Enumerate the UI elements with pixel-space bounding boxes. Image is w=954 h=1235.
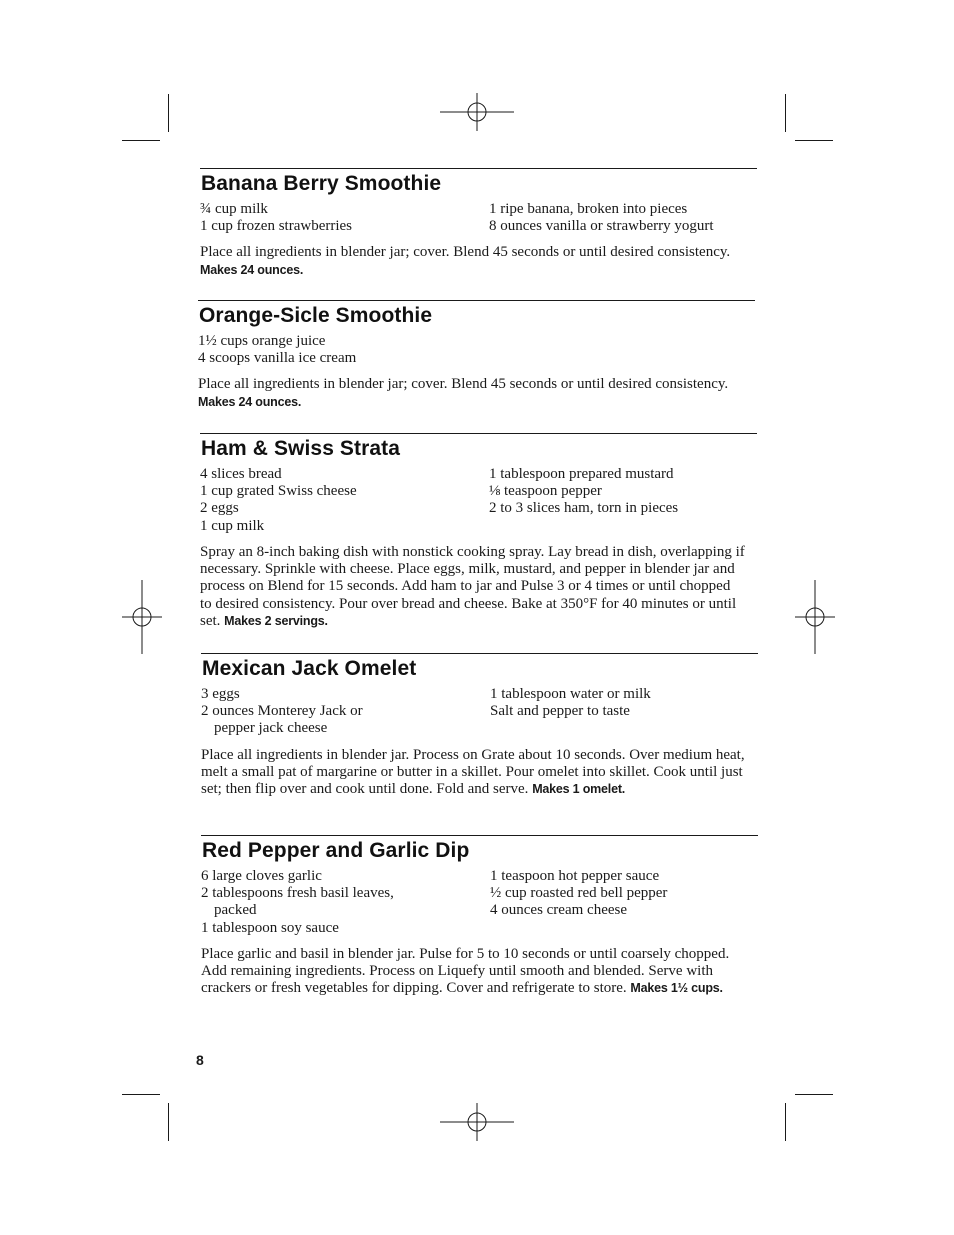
ingredients-left-column xyxy=(198,333,487,367)
recipe-title: Ham & Swiss Strata xyxy=(201,437,401,460)
ingredient: 2 ounces Monterey Jack or xyxy=(201,703,363,720)
ingredient: packed xyxy=(214,902,257,919)
yield-text: Makes 2 servings. xyxy=(224,614,328,628)
ingredient-list xyxy=(198,333,755,367)
ingredient: 2 eggs xyxy=(200,500,239,517)
ingredient: 2 tablespoons fresh basil leaves, xyxy=(201,885,394,902)
ingredient: ½ cup roasted red bell pepper xyxy=(490,885,668,902)
ingredients-right-column xyxy=(490,686,758,738)
ingredient: 1 ripe banana, broken into pieces xyxy=(489,201,688,217)
yield-text: Makes 24 ounces. xyxy=(198,394,302,409)
ingredient: 6 large cloves garlic xyxy=(201,868,322,884)
recipe-ham-swiss-strata xyxy=(200,433,757,645)
ingredients-right-column xyxy=(489,201,757,235)
ingredient: 1 cup grated Swiss cheese xyxy=(200,483,357,500)
section-rule xyxy=(201,653,758,654)
ingredient: 8 ounces vanilla or strawberry yogurt xyxy=(489,218,714,235)
section-rule xyxy=(198,300,755,301)
recipe-directions xyxy=(201,747,746,799)
ingredients-left-column xyxy=(201,868,490,937)
ingredient-list xyxy=(201,868,758,937)
crop-mark-top-right-horizontal xyxy=(795,140,833,141)
ingredient: 4 ounces cream cheese xyxy=(490,902,628,919)
page-number: 8 xyxy=(196,1052,204,1068)
recipe-title: Orange-Sicle Smoothie xyxy=(199,304,433,327)
ingredients-left-column xyxy=(200,201,489,235)
ingredient: 1½ cups orange juice xyxy=(198,333,326,349)
ingredient: 4 slices bread xyxy=(200,466,282,482)
ingredient: 1 cup frozen strawberries xyxy=(200,218,353,235)
ingredient: pepper jack cheese xyxy=(214,720,328,737)
yield-text: Makes 1 omelet. xyxy=(532,782,626,797)
ingredient-list xyxy=(200,466,757,535)
ingredient-list xyxy=(201,686,758,738)
directions-text: Place all ingredients in blender jar. Process on Grate about 10 seconds. Over medium heat, melt a small pat of margarine or butter in a skillet. Pour omelet into skillet. Cook until just set; then flip over and cook until done. Fold and serve. xyxy=(201,746,745,798)
ingredient: 4 scoops vanilla ice cream xyxy=(198,350,357,367)
ingredient: Salt and pepper to taste xyxy=(490,703,630,720)
recipe-title: Banana Berry Smoothie xyxy=(201,172,442,195)
ingredient: 1 tablespoon soy sauce xyxy=(201,919,339,936)
ingredients-right-column xyxy=(490,868,758,937)
crop-mark-top-left-vertical xyxy=(168,94,169,132)
ingredients-left-column xyxy=(200,466,489,535)
yield-text: Makes 1½ cups. xyxy=(630,981,723,996)
directions-text: Place garlic and basil in blender jar. Pulse for 5 to 10 seconds or until coarsely chopped. Add remaining ingredients. Process on Liquefy until smooth and blended. Serve with crackers or fresh vegetables for dipping. Cover and refrigerate to store. xyxy=(201,945,730,997)
registration-mark-right-icon xyxy=(778,580,852,654)
crop-mark-bottom-left-horizontal xyxy=(122,1094,160,1095)
crop-mark-top-left-horizontal xyxy=(122,140,160,141)
ingredients-left-column xyxy=(201,686,490,738)
section-rule xyxy=(200,433,757,434)
section-rule xyxy=(201,835,758,836)
ingredient: 1 teaspoon hot pepper sauce xyxy=(490,868,660,884)
ingredients-right-column xyxy=(489,466,757,535)
section-rule xyxy=(200,168,757,169)
crop-mark-bottom-left-vertical xyxy=(168,1103,169,1141)
registration-mark-left-icon xyxy=(105,580,179,654)
ingredient: ¾ cup milk xyxy=(200,201,268,217)
recipe-mexican-jack-omelet xyxy=(201,653,758,814)
crop-mark-bottom-right-horizontal xyxy=(795,1094,833,1095)
ingredient-list xyxy=(200,201,757,235)
ingredient: 1 tablespoon prepared mustard xyxy=(489,466,674,482)
crop-mark-top-right-vertical xyxy=(785,94,786,132)
recipe-orange-sicle-smoothie xyxy=(198,300,755,426)
registration-mark-top-icon xyxy=(440,75,514,149)
directions-text: Place all ingredients in blender jar; cover. Blend 45 seconds or until desired consistency. xyxy=(200,244,731,261)
registration-mark-bottom-icon xyxy=(440,1085,514,1159)
directions-text: Spray an 8-inch baking dish with nonstick cooking spray. Lay bread in dish, overlapping if necessary. Sprinkle with cheese. Place eggs, milk, mustard, and pepper in blender jar and process on Blend for 15 seconds. Add ham to jar and Pulse 3 or 4 times or until chopped to desired consistency. Pour over bread and cheese. Bake at 350°F for 40 minutes or until set. xyxy=(200,543,745,629)
directions-text: Place all ingredients in blender jar; cover. Blend 45 seconds or until desired consistency. xyxy=(198,376,729,393)
recipe-title: Mexican Jack Omelet xyxy=(202,657,417,680)
ingredient: 1 cup milk xyxy=(200,517,265,534)
ingredient: 3 eggs xyxy=(201,686,240,702)
ingredient: ⅛ teaspoon pepper xyxy=(489,483,602,500)
recipe-red-pepper-garlic-dip xyxy=(201,835,758,1013)
recipe-directions xyxy=(198,376,743,411)
ingredient: 2 to 3 slices ham, torn in pieces xyxy=(489,500,679,517)
recipe-title: Red Pepper and Garlic Dip xyxy=(202,839,470,862)
recipe-directions xyxy=(201,946,746,998)
yield-text: Makes 24 ounces. xyxy=(200,262,304,277)
recipe-banana-berry-smoothie xyxy=(200,168,757,294)
recipe-directions xyxy=(200,244,745,279)
ingredient: 1 tablespoon water or milk xyxy=(490,686,651,702)
crop-mark-bottom-right-vertical xyxy=(785,1103,786,1141)
recipe-directions xyxy=(200,544,745,630)
